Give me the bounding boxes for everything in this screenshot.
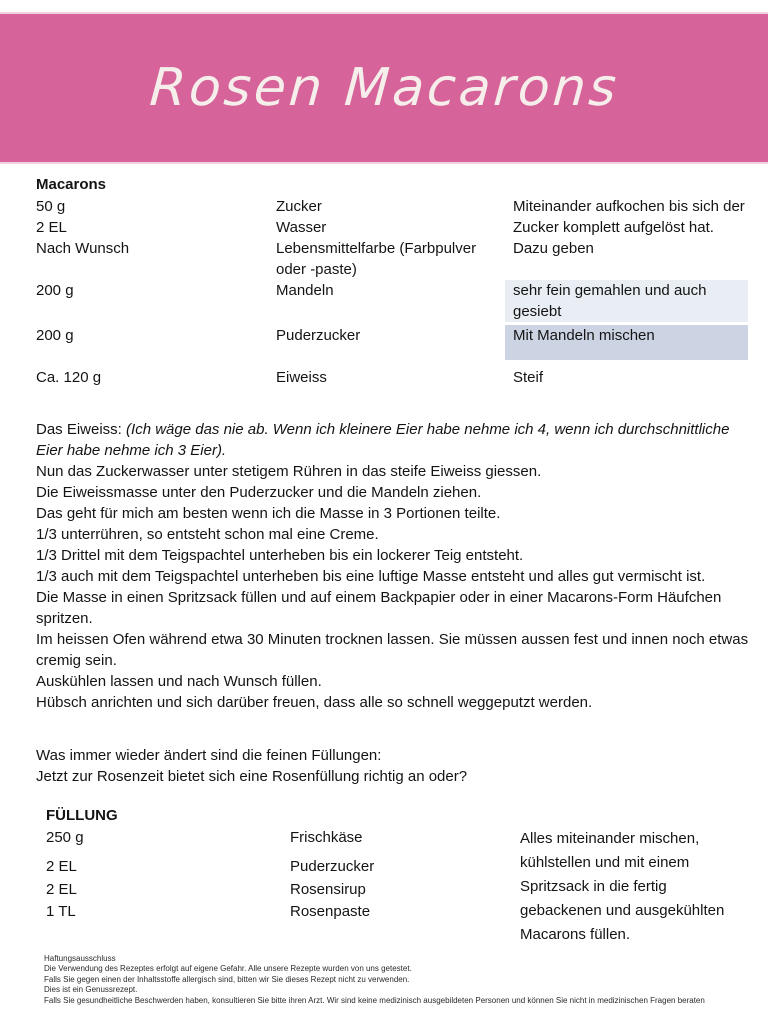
note-cell: Miteinander aufkochen bis sich der Zucker komplett aufgelöst hat. — [513, 198, 745, 236]
ingredient-line: Zucker — [276, 198, 322, 215]
quantity-cell: 200 g — [36, 327, 74, 344]
quantity-line: 50 g — [36, 198, 66, 215]
note-cell: Dazu geben — [513, 240, 594, 257]
ingredient-cell: Mandeln — [276, 282, 334, 299]
instructions-block — [36, 419, 752, 713]
filling-note-cell: Alles miteinander mischen, kühlstellen und mit einem Spritzsack in die fertig gebackenen und ausgekühlten Macarons füllen. — [520, 830, 725, 943]
quantity-cell — [36, 196, 276, 238]
ingredient-cell — [276, 196, 505, 238]
egg-note-line — [36, 419, 752, 461]
ingredient-row-eiweiss — [36, 367, 748, 388]
disclaimer-line: Falls Sie gesundheitliche Beschwerden haben, konsultieren Sie bitte ihren Arzt. Wir sind keine medizinisch ausgebildeten Personen und können Sie nicht in medizinischen Fragen beraten — [44, 995, 705, 1005]
ingredient-cell: Puderzucker — [290, 858, 375, 875]
ingredient-cell: Puderzucker — [276, 327, 361, 344]
instruction-line: Im heissen Ofen während etwa 30 Minuten trocknen lassen. Sie müssen aussen fest und innen noch etwas cremig sein. — [36, 631, 749, 669]
quantity-cell: Nach Wunsch — [36, 240, 130, 257]
instruction-line: 1/3 Drittel mit dem Teigspachtel unterheben bis ein lockerer Teig entsteht. — [36, 547, 524, 564]
header-band — [0, 12, 768, 164]
ingredient-row-mandeln — [36, 280, 748, 322]
ingredient-row-puderzucker — [36, 325, 748, 360]
quantity-line: 2 EL — [36, 219, 67, 236]
fillings-intro-block — [36, 745, 752, 787]
quantity-cell: 2 EL — [46, 858, 77, 875]
fuellung-ingredient-table — [46, 827, 736, 947]
filling-row-puderzucker — [46, 856, 520, 877]
instruction-line: Das geht für mich am besten wenn ich die Masse in 3 Portionen teilte. — [36, 505, 501, 522]
disclaimer-footer — [44, 954, 744, 1006]
disclaimer-line: Falls Sie gegen einen der Inhaltsstoffe allergisch sind, bitten wir Sie dieses Rezept nicht zu verwenden. — [44, 974, 410, 984]
filling-row-frischkaese — [46, 827, 520, 848]
macarons-section-heading: Macarons — [36, 176, 107, 193]
ingredient-cell: Rosenpaste — [290, 903, 371, 920]
ingredient-cell: Eiweiss — [276, 369, 327, 386]
fillings-intro-line: Jetzt zur Rosenzeit bietet sich eine Rosenfüllung richtig an oder? — [36, 768, 468, 785]
ingredient-cell: Rosensirup — [290, 881, 366, 898]
quantity-cell: 2 EL — [46, 881, 77, 898]
recipe-title: Rosen Macarons — [147, 58, 621, 118]
instruction-line: 1/3 unterrühren, so entsteht schon mal eine Creme. — [36, 526, 379, 543]
disclaimer-line: Die Verwendung des Rezeptes erfolgt auf eigene Gefahr. Alle unsere Rezepte wurden von uns getestet. — [44, 964, 412, 974]
note-cell-highlight-light: sehr fein gemahlen und auch gesiebt — [505, 280, 748, 322]
quantity-cell: 1 TL — [46, 903, 76, 920]
ingredient-row-lebensmittelfarbe — [36, 238, 748, 280]
filling-row-rosenpaste — [46, 901, 520, 922]
quantity-cell: 200 g — [36, 282, 74, 299]
instruction-line: Auskühlen lassen und nach Wunsch füllen. — [36, 673, 322, 690]
note-cell-highlight-dark: Mit Mandeln mischen — [505, 325, 748, 360]
filling-row-rosensirup — [46, 879, 520, 900]
disclaimer-line: Dies ist ein Genussrezept. — [44, 985, 138, 995]
instruction-line: Hübsch anrichten und sich darüber freuen, dass alle so schnell weggeputzt werden. — [36, 694, 593, 711]
ingredient-cell: Frischkäse — [290, 829, 363, 846]
macarons-ingredient-table — [36, 196, 748, 388]
quantity-cell: 250 g — [46, 829, 84, 846]
quantity-cell: Ca. 120 g — [36, 369, 102, 386]
instruction-line: Die Eiweissmasse unter den Puderzucker und die Mandeln ziehen. — [36, 484, 482, 501]
instruction-line: Die Masse in einen Spritzsack füllen und auf einem Backpapier oder in einer Macarons-Form Häufchen spritzen. — [36, 589, 722, 627]
fuellung-rows — [46, 827, 520, 947]
ingredient-row-zucker-wasser — [36, 196, 748, 238]
note-cell: Steif — [513, 369, 544, 386]
ingredient-line: Wasser — [276, 219, 327, 236]
fillings-intro-line: Was immer wieder ändert sind die feinen Füllungen: — [36, 747, 382, 764]
fuellung-section-heading: FÜLLUNG — [46, 807, 118, 824]
egg-note-italic: (Ich wäge das nie ab. Wenn ich kleinere Eier habe nehme ich 4, wenn ich durchschnittliche Eier habe nehme ich 3 Eier). — [36, 421, 730, 459]
ingredient-cell: Lebensmittelfarbe (Farbpulver oder -paste) — [276, 240, 477, 278]
instruction-line: 1/3 auch mit dem Teigspachtel unterheben bis eine luftige Masse entsteht und alles gut vermischt ist. — [36, 568, 706, 585]
instruction-line: Nun das Zuckerwasser unter stetigem Rühren in das steife Eiweiss giessen. — [36, 463, 542, 480]
disclaimer-line: Haftungsausschluss — [44, 954, 116, 963]
egg-note-lead: Das Eiweiss: — [36, 421, 122, 438]
